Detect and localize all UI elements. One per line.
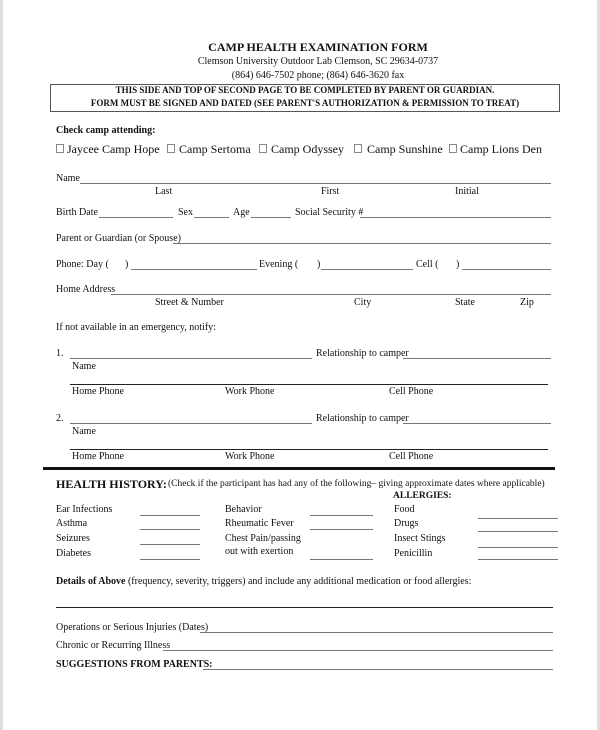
last-label: Last [155,186,173,197]
ssn-field[interactable] [360,217,551,218]
camp-option: Camp Sunshine [367,142,443,156]
condition-label: Diabetes [56,548,91,559]
home-phone-label: Home Phone [72,451,124,462]
checkbox-lions-den[interactable] [449,144,457,153]
condition-label: Chest Pain/passing [225,533,301,544]
date-field[interactable] [140,529,200,530]
work-phone-label: Work Phone [225,386,275,397]
allergy-label: Drugs [394,518,419,529]
checkbox-odyssey[interactable] [259,144,267,153]
contact-1-field[interactable] [70,358,312,359]
emergency-intro: If not available in an emergency, notify: [56,322,216,333]
notice-line-2: FORM MUST BE SIGNED AND DATED (SEE PARENT'S AUTHORIZATION & PERMISSION TO TREAT) [90,98,520,108]
details-field[interactable] [56,607,553,608]
name-field[interactable] [80,183,551,184]
allergy-field[interactable] [478,518,558,519]
name-label: Name [56,173,80,184]
date-field[interactable] [310,559,373,560]
contact-2-relationship-field[interactable] [403,423,551,424]
ssn-label: Social Security # [295,207,364,218]
initial-label: Initial [455,186,479,197]
date-field[interactable] [140,515,200,516]
camp-option: Camp Odyssey [271,142,344,156]
state-label: State [455,297,475,308]
details-bold: Details of Above [56,576,126,587]
relationship-label: Relationship to camper [316,413,409,424]
section-divider [43,467,555,470]
date-field[interactable] [140,559,200,560]
home-address-field[interactable] [111,294,551,295]
condition-label: Ear Infections [56,504,113,515]
notice-line-1: THIS SIDE AND TOP OF SECOND PAGE TO BE COMPLETED BY PARENT OR GUARDIAN. [115,85,495,95]
condition-label: Seizures [56,533,90,544]
paren: ) [456,259,460,270]
name-label: Name [72,426,96,437]
birth-date-label: Birth Date [56,207,98,218]
home-phone-label: Home Phone [72,386,124,397]
sex-label: Sex [178,207,193,218]
evening-phone-field[interactable] [321,269,413,270]
cell-label: Cell ( [416,259,439,270]
health-history-title: HEALTH HISTORY: [56,477,167,491]
home-address-label: Home Address [56,284,116,295]
checkbox-sertoma[interactable] [167,144,175,153]
allergy-label: Penicillin [394,548,433,559]
allergies-title: ALLERGIES: [393,491,452,501]
name-label: Name [72,361,96,372]
parent-label: Parent or Guardian (or Spouse) [56,233,181,244]
condition-label: Asthma [56,518,88,529]
suggestions-label: SUGGESTIONS FROM PARENTS: [56,659,213,670]
date-field[interactable] [310,515,373,516]
work-phone-label: Work Phone [225,451,275,462]
chronic-label: Chronic or Recurring Illness [56,640,171,651]
zip-label: Zip [520,297,534,308]
cell-phone-label: Cell Phone [389,451,434,462]
condition-label: Rheumatic Fever [225,518,294,529]
age-field[interactable] [251,217,291,218]
form-title: CAMP HEALTH EXAMINATION FORM [208,40,428,54]
phones: (864) 646-7502 phone; (864) 646-3620 fax [231,70,405,81]
parent-field[interactable] [173,243,551,244]
city-label: City [354,297,372,308]
address: Clemson University Outdoor Lab Clemson, SC 29634-0737 [197,56,439,67]
sex-field[interactable] [194,217,229,218]
operations-field[interactable] [200,632,553,633]
allergy-field[interactable] [478,531,558,532]
allergy-label: Insect Stings [394,533,446,544]
birth-date-field[interactable] [99,217,173,218]
street-label: Street & Number [155,297,224,308]
contact-2-phones-field[interactable] [70,449,548,450]
contact-1-phones-field[interactable] [70,384,548,385]
contact-1-number: 1. [56,348,64,359]
camp-option: Jaycee Camp Hope [67,142,160,156]
date-field[interactable] [140,544,200,545]
day-phone-field[interactable] [131,269,257,270]
details-label [56,577,471,587]
phone-day-label: Phone: Day ( [56,259,109,270]
evening-label: Evening ( [259,259,299,270]
allergy-label: Food [394,504,415,515]
allergy-field[interactable] [478,559,558,560]
checkbox-jaycee[interactable] [56,144,64,153]
relationship-label: Relationship to camper [316,348,409,359]
contact-2-number: 2. [56,413,64,424]
suggestions-field[interactable] [203,669,553,670]
paren: ) [317,259,321,270]
condition-label: out with exertion [225,546,294,557]
first-label: First [321,186,340,197]
camp-label: Check camp attending: [56,125,156,136]
cell-phone-label: Cell Phone [389,386,434,397]
paren: ) [125,259,129,270]
health-instructions: (Check if the participant has had any of the following– giving approximate dates where applicable) [168,479,545,489]
chronic-field[interactable] [163,650,553,651]
contact-1-relationship-field[interactable] [403,358,551,359]
details-rest: (frequency, severity, triggers) and include any additional medication or food allergies: [127,576,472,587]
cell-phone-field[interactable] [462,269,551,270]
checkbox-sunshine[interactable] [354,144,362,153]
allergy-field[interactable] [478,547,558,548]
age-label: Age [233,207,250,218]
contact-2-field[interactable] [70,423,312,424]
condition-label: Behavior [225,504,262,515]
camp-option: Camp Sertoma [179,142,251,156]
operations-label: Operations or Serious Injuries (Dates) [56,622,209,633]
date-field[interactable] [310,529,373,530]
camp-option: Camp Lions Den [460,142,542,156]
